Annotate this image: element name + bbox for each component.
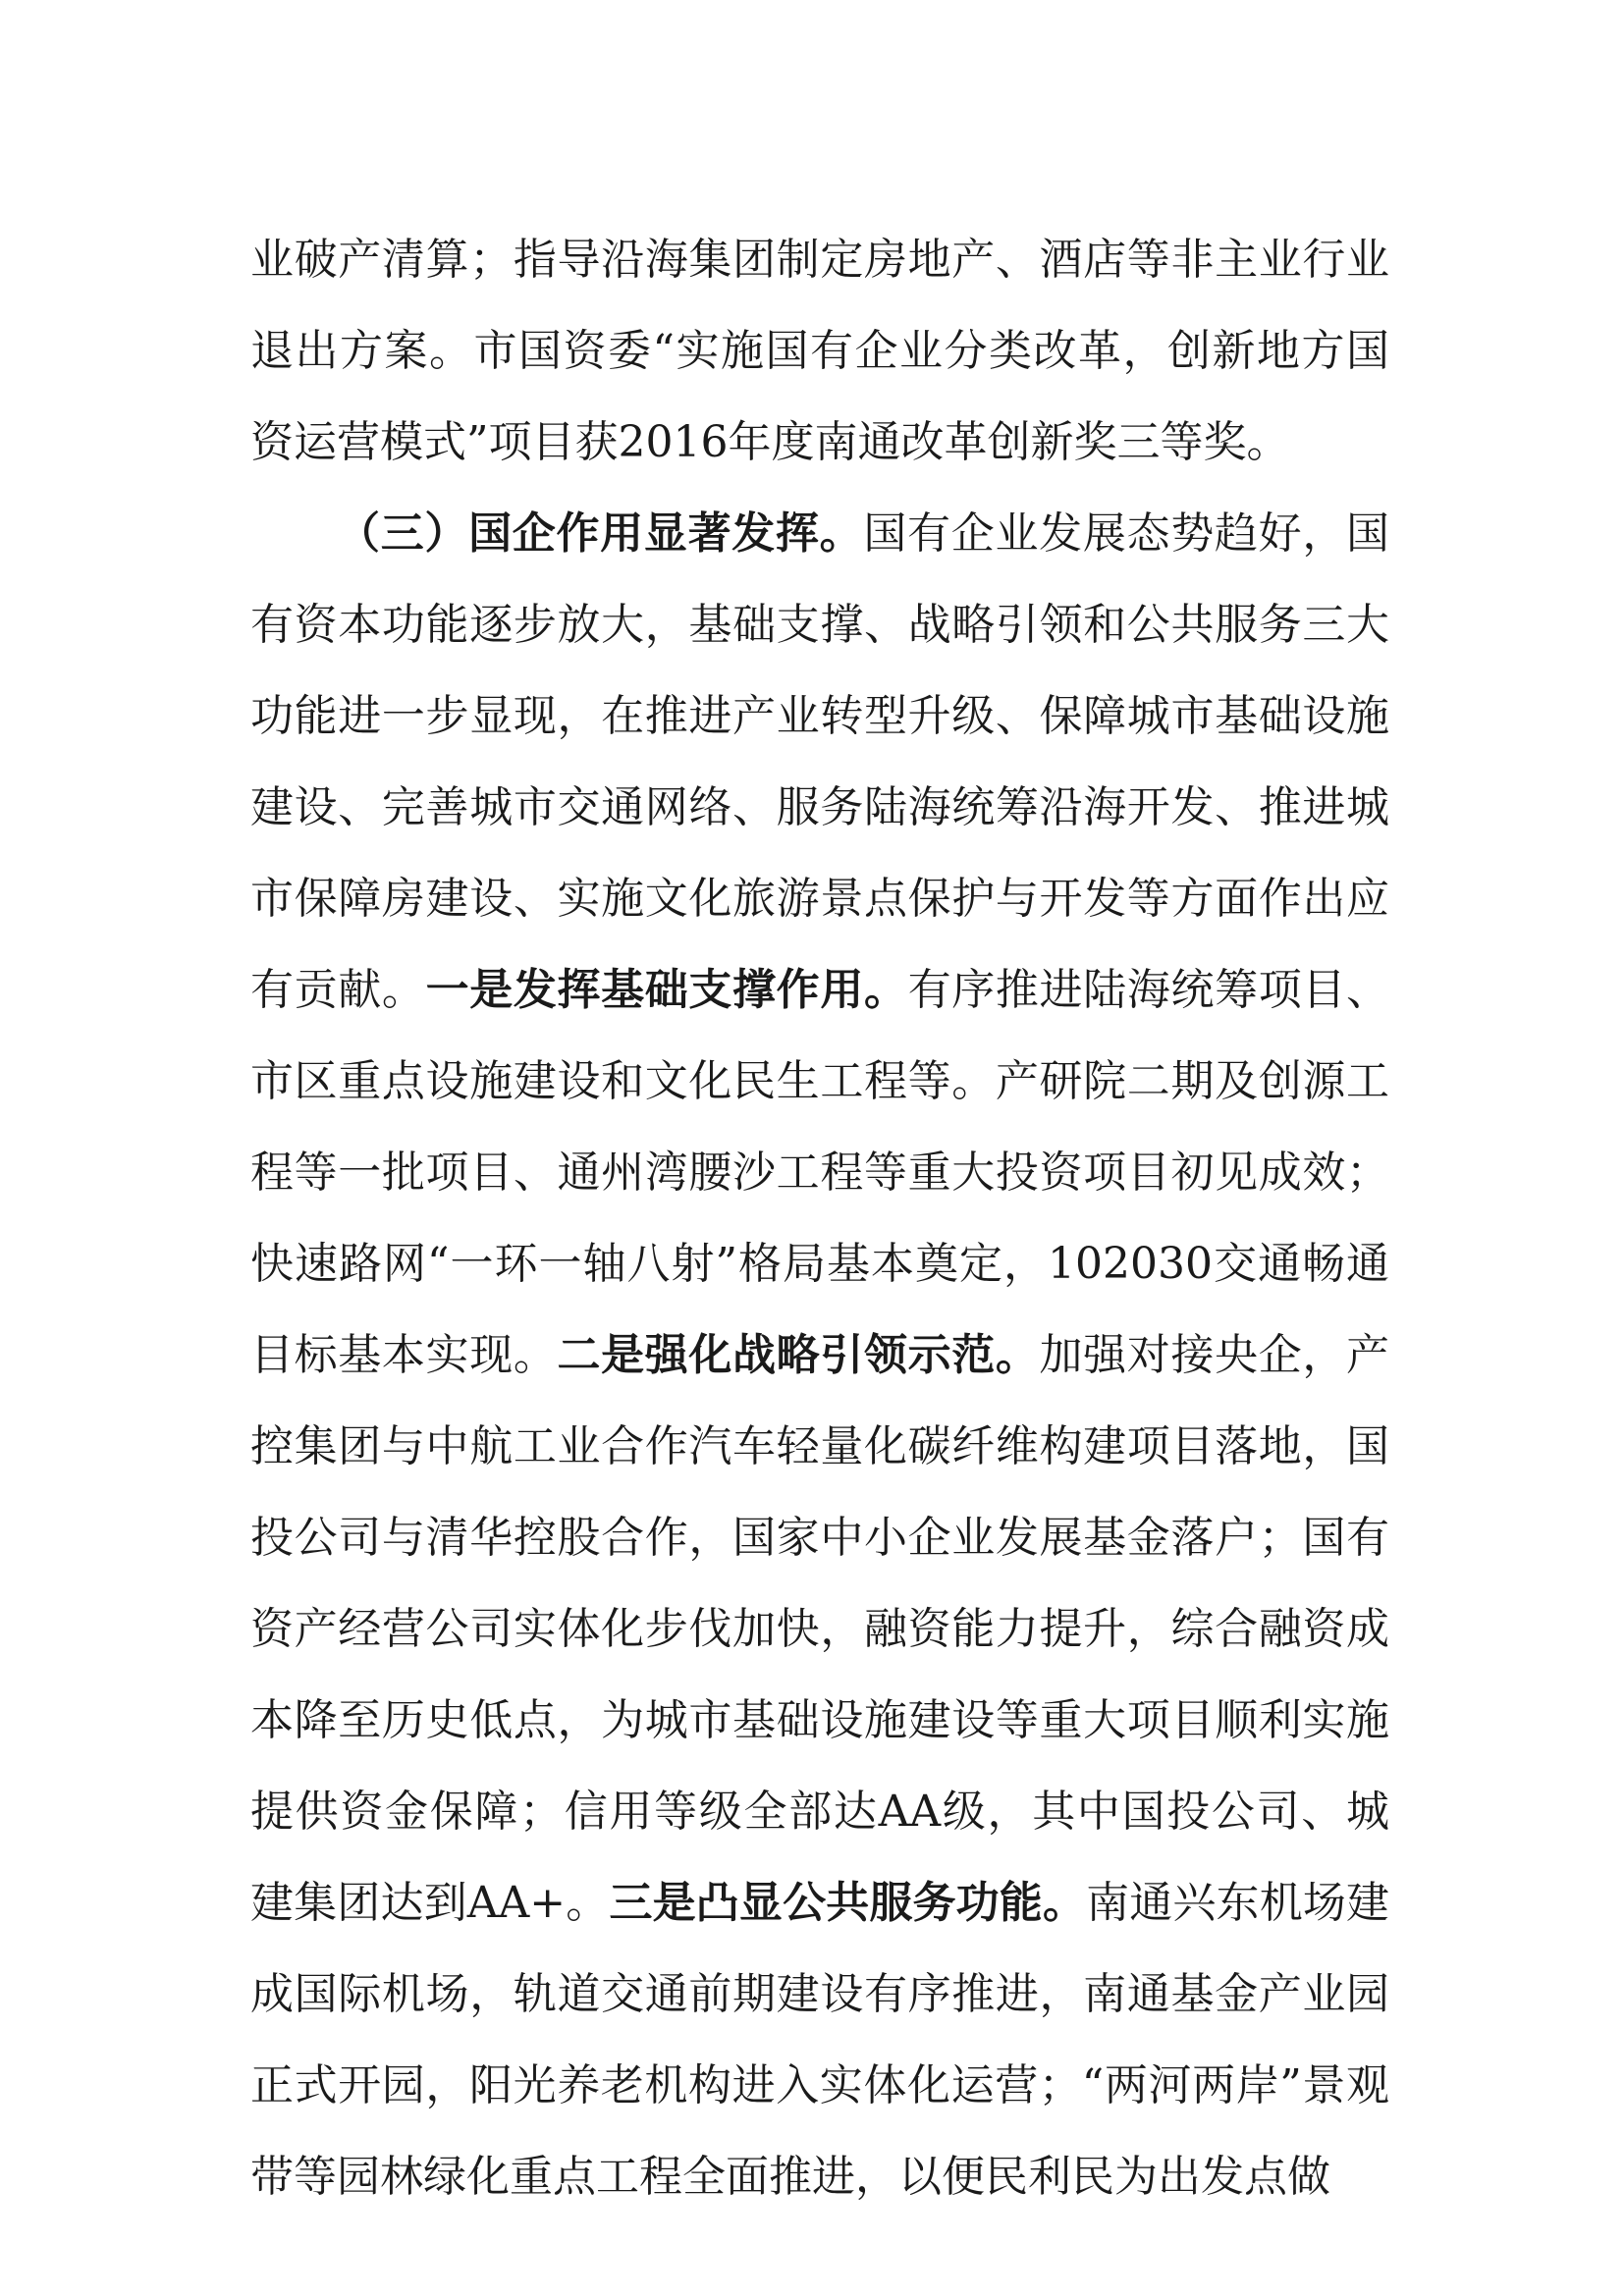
point-heading-three: 三是凸显公共服务功能。 (609, 1878, 1087, 1928)
paragraph-text: 有序推进陆海统筹项目、市区重点设施建设和文化民生工程等。产研院二期及创源工程等一批项目、通州湾腰沙工程等重大投资项目初见成效；快速路网“一环一轴八射”格局基本奠定，102030交通畅通目标基本实现。 (250, 965, 1390, 1380)
paragraph-text: 南通兴东机场建成国际机场，轨道交通前期建设有序推进，南通基金产业园正式开园，阳光养老机构进入实体化运营；“两河两岸”景观带等园林绿化重点工程全面推进，以便民利民为出发点做 (250, 1878, 1390, 2202)
paragraph-text: 国有企业发展态势趋好，国有资本功能逐步放大，基础支撑、战略引领和公共服务三大功能进一步显现，在推进产业转型升级、保障城市基础设施建设、完善城市交通网络、服务陆海统筹沿海开发、推进城市保障房建设、实施文化旅游景点保护与开发等方面作出应有贡献。 (250, 508, 1390, 1015)
paragraph-text: 加强对接央企，产控集团与中航工业合作汽车轻量化碳纤维构建项目落地，国投公司与清华控股合作，国家中小企业发展基金落户；国有资产经营公司实体化步伐加快，融资能力提升，综合融资成本降至历史低点，为城市基础设施建设等重大项目顺利实施提供资金保障；信用等级全部达AA级，其中国投公司、城建集团达到AA+。 (250, 1330, 1390, 1928)
section-heading: （三）国企作用显著发挥。 (337, 508, 864, 559)
document-body (250, 214, 1389, 2222)
point-heading-one: 一是发挥基础支撑作用。 (425, 965, 908, 1015)
paragraph-section-three (250, 488, 1389, 2222)
point-heading-two: 二是强化战略引领示范。 (557, 1330, 1040, 1380)
paragraph-continuation (250, 214, 1389, 488)
paragraph-text: 业破产清算；指导沿海集团制定房地产、酒店等非主业行业退出方案。市国资委“实施国有企业分类改革，创新地方国资运营模式”项目获2016年度南通改革创新奖三等奖。 (250, 235, 1389, 467)
